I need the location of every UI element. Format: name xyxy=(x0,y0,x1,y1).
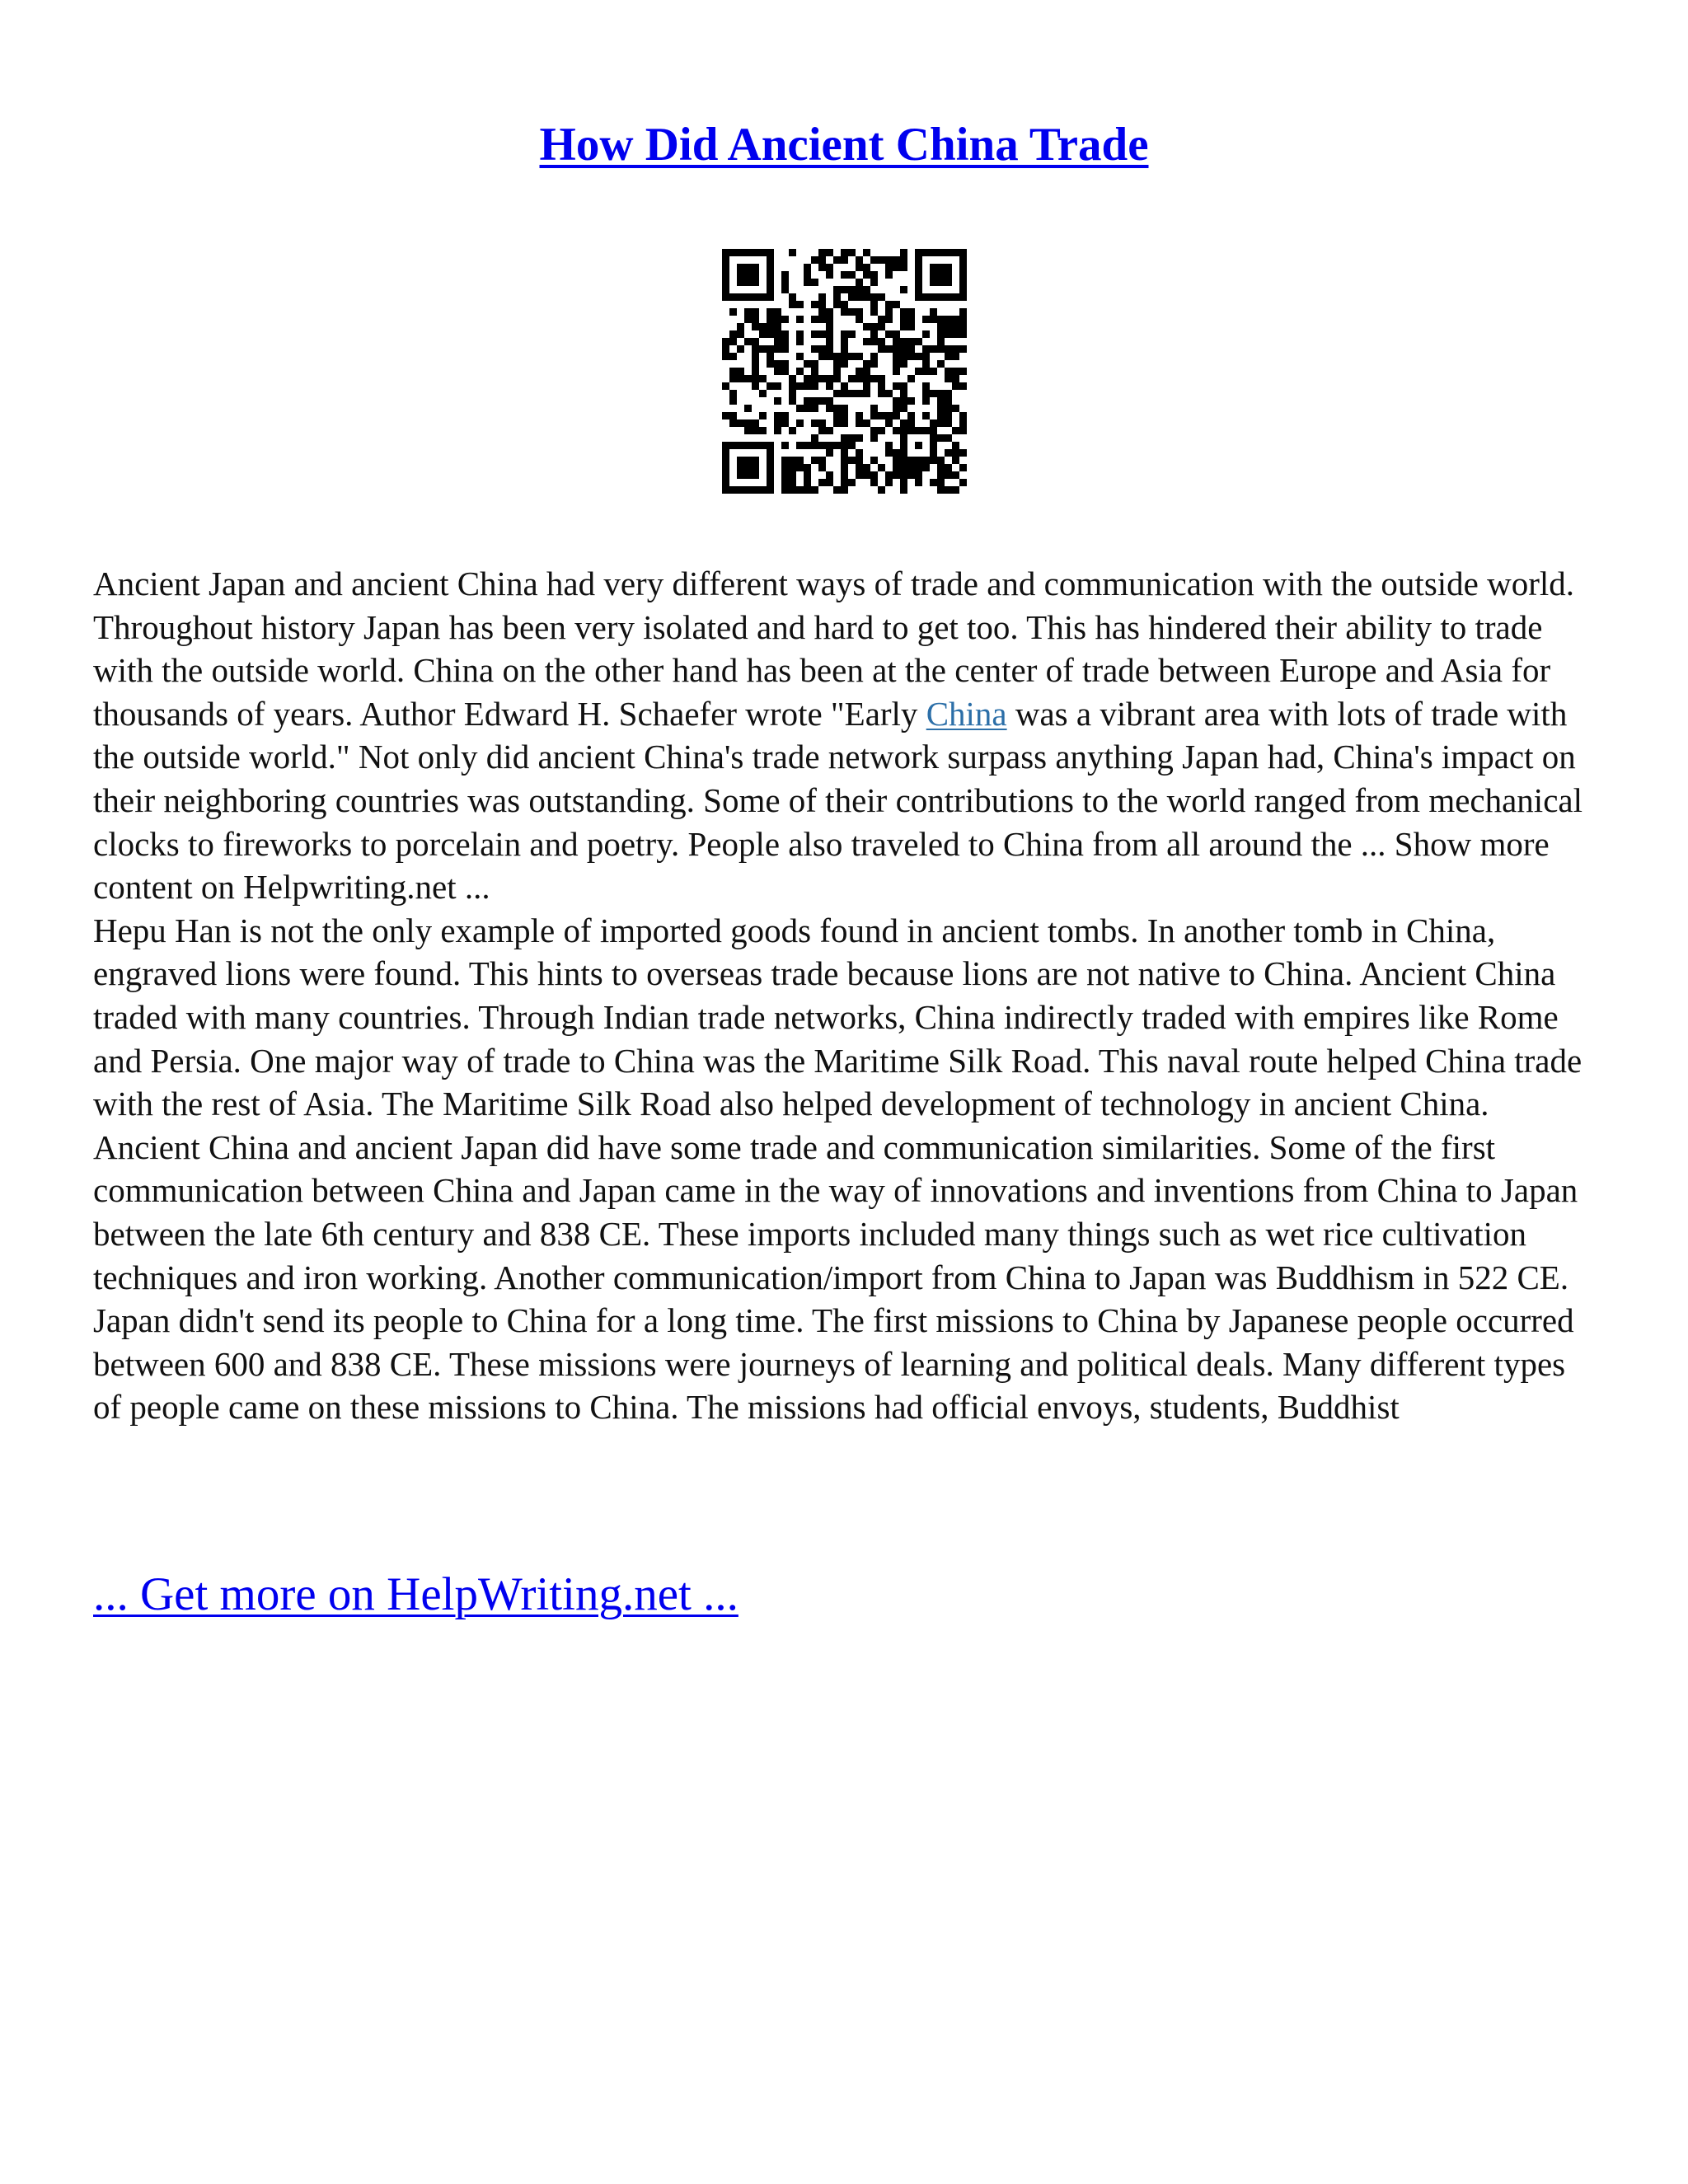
paragraph-2: Hepu Han is not the only example of imported goods found in ancient tombs. In another tomb in China, engraved lions were found. This hints to overseas trade because lions are not native to China. Ancient China traded with many countries. Through Indian trade networks, China indirectly traded with empires like Rome and Persia. One major way of trade to China was the Maritime Silk Road. This naval route helped China trade with the rest of Asia. The Maritime Silk Road also helped development of technology in ancient China. Ancient China and ancient Japan did have some trade and communication similarities. Some of the first communication between China and Japan came in the way of innovations and inventions from China to Japan between the late 6th century and 838 CE. These imports included many things such as wet rice cultivation techniques and iron working. Another communication/import from China to Japan was Buddhism in 522 CE. Japan didn't send its people to China for a long time. The first missions to China by Japanese people occurred between 600 and 838 CE. These missions were journeys of learning and political deals. Many different types of people came on these missions to China. The missions had official envoys, students, Buddhist xyxy=(93,911,1582,1427)
title-link[interactable]: How Did Ancient China Trade xyxy=(539,119,1149,171)
china-link[interactable]: China xyxy=(926,694,1007,733)
paragraph-1 xyxy=(93,562,1601,909)
paragraph-1-text-a: Ancient Japan and ancient China had very different ways of trade and communication with the outside world. Throughout history Japan has been very isolated and hard to get too. This has hindered their ability to trade with the outside world. China on the other hand has been at the center of trade between Europe and Asia for thousands of years. Author Edward H. Schaefer wrote "Early xyxy=(93,565,1575,733)
get-more-link[interactable]: ... Get more on HelpWriting.net ... xyxy=(93,1568,738,1620)
get-more-line xyxy=(93,1566,738,1624)
paragraph-1-text-b: was a vibrant area with lots of trade with the outside world." Not only did ancient China's trade network surpass anything Japan had, China's impact on their neighboring countries was outstanding. Some of their contributions to the world ranged from mechanical clocks to fireworks to porcelain and poetry. People also traveled to China from all around the ... Show more content on Helpwriting.net ... xyxy=(93,694,1582,907)
article-body xyxy=(93,562,1601,1429)
page-title xyxy=(0,114,1688,176)
qr-code-graphic xyxy=(722,249,967,494)
qr-code-icon xyxy=(722,249,967,494)
